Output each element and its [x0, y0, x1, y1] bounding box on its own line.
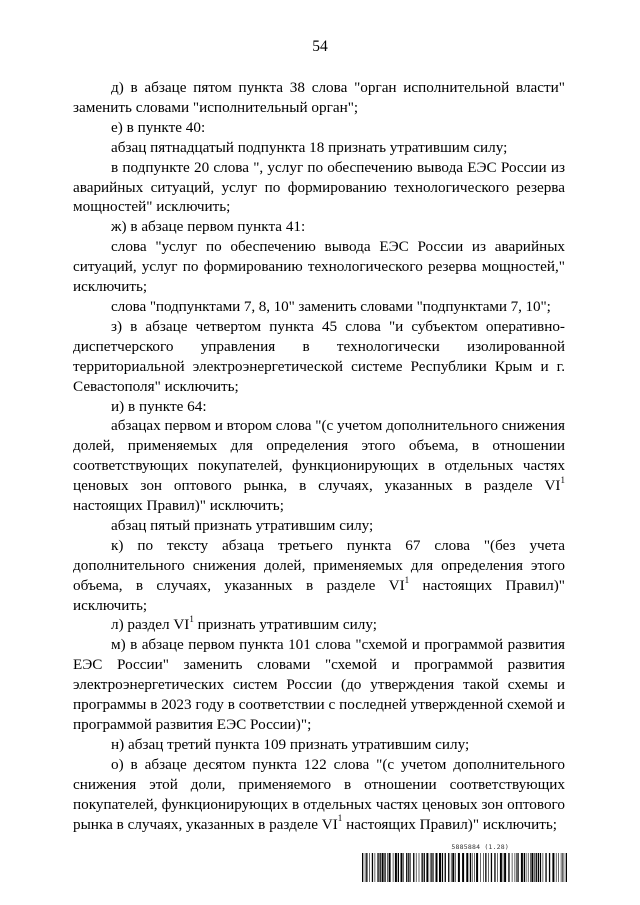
- barcode-bar: [393, 853, 394, 882]
- barcode-bar: [476, 853, 478, 882]
- barcode-bar: [494, 853, 495, 882]
- barcode-bar: [561, 853, 562, 882]
- barcode-bar: [566, 853, 567, 882]
- barcode-bar: [398, 853, 399, 882]
- superscript: 1: [560, 475, 565, 486]
- barcode-bar: [372, 853, 373, 882]
- barcode-image: [362, 853, 567, 882]
- barcode-bar: [369, 853, 370, 882]
- barcode-bar: [366, 853, 367, 882]
- barcode-bar: [538, 853, 539, 882]
- barcode-bar: [521, 853, 523, 882]
- paragraph-e-1: абзац пятнадцатый подпункта 18 признать утратившим силу;: [111, 138, 508, 156]
- barcode-bar: [526, 853, 527, 882]
- barcode-bar: [380, 853, 381, 882]
- barcode-bar: [504, 853, 506, 882]
- barcode-bar: [406, 853, 407, 882]
- barcode-bar: [382, 853, 384, 882]
- barcode-bar: [424, 853, 425, 882]
- paragraph-i-1: [73, 416, 565, 516]
- barcode-bar: [442, 853, 443, 882]
- barcode-bar: [362, 853, 363, 882]
- paragraph-i-2: абзац пятый признать утратившим силу;: [111, 516, 374, 534]
- barcode-bar: [389, 853, 391, 882]
- barcode-bar: [426, 853, 428, 882]
- page-number: 54: [312, 38, 328, 55]
- paragraph-o-tail: настоящих Правил)" исключить;: [342, 815, 557, 833]
- paragraph-k-tail: настоящих Правил)" исключить;: [73, 576, 565, 614]
- barcode-bar: [401, 853, 403, 882]
- paragraph-d: д) в абзаце пятом пункта 38 слова "орган исполнительной власти" заменить словами "исполнительный орган";: [73, 79, 565, 116]
- barcode-bar: [466, 853, 468, 882]
- barcode-bar: [410, 853, 411, 882]
- barcode-bar: [552, 853, 554, 882]
- barcode-bar: [436, 853, 438, 882]
- paragraph-zh-1: слова "услуг по обеспечению вывода ЕЭС России из аварийных ситуаций, услуг по формированию технологического резерва мощностей," исключить;: [73, 238, 565, 296]
- paragraph-k: [73, 536, 565, 616]
- barcode-bar: [531, 853, 533, 882]
- barcode-bar: [517, 853, 518, 882]
- barcode-bar: [365, 853, 366, 882]
- barcode-bar: [448, 853, 449, 882]
- barcode-bar: [508, 853, 509, 882]
- barcode-bar: [451, 853, 452, 882]
- barcode-bar: [430, 853, 431, 882]
- paragraph-zh: ж) в абзаце первом пункта 41:: [111, 218, 306, 236]
- barcode-bar: [480, 853, 481, 882]
- barcode-bar: [497, 853, 498, 882]
- barcode-bar: [530, 853, 531, 882]
- document-body: [73, 78, 565, 834]
- superscript: 1: [189, 614, 194, 625]
- barcode-bar: [431, 853, 432, 882]
- barcode-bar: [534, 853, 535, 882]
- barcode-bar: [395, 853, 397, 882]
- barcode-bar: [455, 853, 456, 882]
- barcode-bar: [375, 853, 376, 882]
- barcode-bar: [384, 853, 385, 882]
- barcode-bar: [488, 853, 489, 882]
- barcode-bar: [416, 853, 417, 882]
- barcode-bar: [562, 853, 563, 882]
- paragraph-l-tail: признать утратившим силу;: [193, 616, 377, 634]
- barcode-bar: [413, 853, 414, 882]
- barcode-bar: [408, 853, 409, 882]
- barcode-bar: [516, 853, 517, 882]
- barcode-bar: [403, 853, 404, 882]
- barcode-bar: [540, 853, 541, 882]
- barcode-bar: [556, 853, 557, 882]
- barcode-bar: [445, 853, 446, 882]
- superscript: 1: [404, 574, 410, 585]
- paragraph-zh-2: слова "подпунктами 7, 8, 10" заменить словами "подпунктами 7, 10";: [111, 297, 551, 315]
- barcode-bar: [524, 853, 525, 882]
- paragraph-i-1-text: абзацах первом и втором слова "(с учетом дополнительного снижения долей, применяемых для определения этого объема, в отношении соответствующих покупателей, функционирующих в отдельных частях ценовых зон оптового рынка, в случаях, указанных в разделе VI: [73, 417, 565, 495]
- barcode-bar: [512, 853, 513, 882]
- barcode-bar: [377, 853, 378, 882]
- barcode-bar: [543, 853, 544, 882]
- barcode-bar: [470, 853, 471, 882]
- barcode-bar: [483, 853, 484, 882]
- paragraph-n: н) абзац третий пункта 109 признать утратившим силу;: [111, 735, 470, 753]
- paragraph-o-text: о) в абзаце десятом пункта 122 слова "(с учетом дополнительного снижения этой доли, применяемого в отношении соответствующих покупателей, функционирующих в отдельных частях ценовых зон оптового рынка в случаях, указанных в разделе VI: [73, 755, 565, 833]
- paragraph-e-2: в подпункте 20 слова ", услуг по обеспечению вывода ЕЭС России из аварийных ситуаций, услуг по формированию технологического резерва мощностей" исключить;: [73, 158, 565, 216]
- barcode-bar: [515, 853, 516, 882]
- barcode-block: [362, 843, 567, 883]
- paragraph-k-text: к) по тексту абзаца третьего пункта 67 слова "(без учета дополнительного снижения долей, применяемых для определения этого объема, в случаях, указанных в разделе VI: [73, 536, 565, 594]
- barcode-bar: [545, 853, 546, 882]
- paragraph-l: [73, 615, 565, 635]
- barcode-bar: [558, 853, 559, 882]
- paragraph-e: е) в пункте 40:: [111, 118, 206, 136]
- barcode-bar: [485, 853, 486, 882]
- barcode-bar: [462, 853, 464, 882]
- barcode-bar: [472, 853, 473, 882]
- paragraph-z: з) в абзаце четвертом пункта 45 слова "и субъектом оперативно-диспетчерского управления в технологически изолированной территориальной электроэнергетической системе Республики Крым и г. Севастополя" исключить;: [73, 317, 565, 395]
- barcode-bar: [503, 853, 504, 882]
- barcode-bar: [536, 853, 537, 882]
- paragraph-m: м) в абзаце первом пункта 101 слова "схемой и программой развития ЕЭС России" заменить словами "схемой и программой развития электроэнергетических систем России (до утверждения такой схемы и программы в 2023 году в соответствии с последней утвержденной схемой и программой развития ЕЭС России)";: [73, 636, 565, 733]
- barcode-bar: [528, 853, 529, 882]
- barcode-bar: [433, 853, 434, 882]
- barcode-bar: [474, 853, 475, 882]
- paragraph-o: [73, 755, 565, 835]
- barcode-bar: [387, 853, 388, 882]
- barcode-bar: [458, 853, 460, 882]
- paragraph-i-1-tail: настоящих Правил)" исключить;: [73, 497, 284, 515]
- barcode-bar: [500, 853, 502, 882]
- barcode-bar: [439, 853, 441, 882]
- paragraph-i: и) в пункте 64:: [111, 397, 207, 415]
- barcode-bar: [452, 853, 454, 882]
- barcode-bar: [491, 853, 492, 882]
- paragraph-l-text: л) раздел VI: [111, 616, 190, 634]
- barcode-bar: [549, 853, 550, 882]
- barcode-bar: [564, 853, 565, 882]
- barcode-bar: [422, 853, 423, 882]
- superscript: 1: [337, 813, 343, 824]
- barcode-code: 5885884 (1.28): [451, 843, 509, 851]
- barcode-bar: [419, 853, 420, 882]
